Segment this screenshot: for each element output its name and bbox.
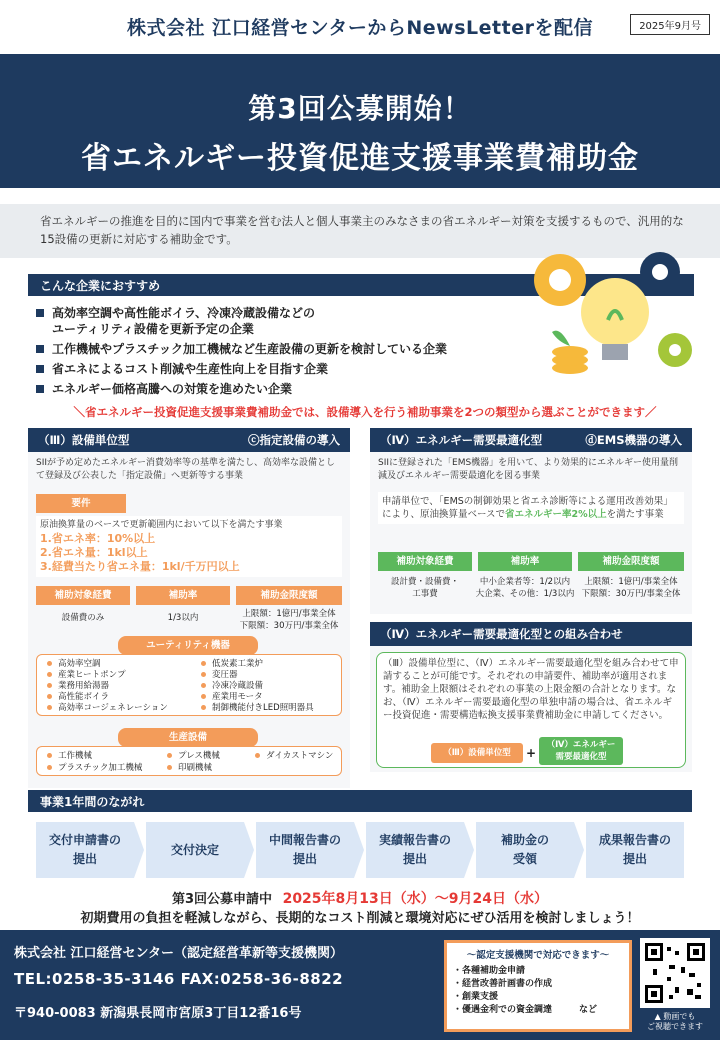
- rate-header: 補助率: [136, 586, 230, 605]
- rate-value: 大企業、その他：1/3以内: [475, 589, 575, 599]
- flow-step: 補助金の 受領: [476, 822, 574, 878]
- recommend-list: [34, 305, 534, 397]
- support-note-title: ～認定支援機関で対応できます～: [466, 950, 610, 961]
- type3-chip: （Ⅲ）設備単位型: [431, 743, 523, 763]
- type4-req-highlight: 省エネルギー率2%以上: [505, 509, 607, 520]
- coins-icon: [552, 346, 588, 374]
- cost-value: 設計費・設備費・: [390, 577, 459, 587]
- flow-step: 実績報告書の 提出: [366, 822, 464, 878]
- requirement-item: 1.省エネ率：10%以上: [40, 532, 156, 545]
- type4-title: （Ⅳ）エネルギー需要最適化型: [380, 433, 543, 447]
- utility-item: 制御機能付きLED照明器具: [201, 703, 314, 714]
- utility-item: 変圧器: [201, 670, 314, 681]
- hero-banner: [0, 54, 720, 188]
- qr-code[interactable]: [640, 938, 710, 1008]
- combination-panel: [370, 622, 692, 772]
- type3-tag: ⓒ指定設備の導入: [248, 433, 340, 447]
- limit-header: 補助金限度額: [236, 586, 342, 605]
- type3-header: [28, 428, 350, 452]
- utility-item: 業務用給湯器: [47, 681, 168, 692]
- type4-chip: （Ⅳ）エネルギー 需要最適化型: [539, 737, 623, 765]
- support-note: [444, 940, 632, 1032]
- arrow-right-icon: [464, 822, 474, 878]
- flow-title-bar: [28, 790, 692, 812]
- flow-step: 交付申請書の 提出: [36, 822, 134, 878]
- arrow-right-icon: [244, 822, 254, 878]
- utility-item: 高効率空調: [47, 659, 168, 670]
- utility-item: 産業用モータ: [201, 692, 314, 703]
- rate-value: 1/3以内: [167, 613, 199, 623]
- qr-caption: ▲ 動画でも ご視聴できます: [647, 1012, 703, 1031]
- requirement-item: 3.経費当たり省エネ量：1kl/千万円以上: [40, 560, 240, 573]
- cost-header: 補助対象経費: [378, 552, 472, 571]
- footer-company: 株式会社 江口経営センター（認定経営革新等支援機関）: [14, 946, 344, 961]
- hero-line1: 第3回公募開始！: [248, 92, 472, 125]
- arrow-right-icon: [574, 822, 584, 878]
- utility-item: 産業ヒートポンプ: [47, 670, 168, 681]
- limit-value-upper: 上限額：1億円/事業全体: [584, 577, 678, 587]
- gear-icon: [640, 252, 680, 292]
- recommend-item: 省エネによるコスト削減や生産性向上を目指す企業: [34, 361, 534, 377]
- utility-item: 高性能ボイラ: [47, 692, 168, 703]
- combination-text: （Ⅲ）設備単位型に、（Ⅳ）エネルギー需要最適化型を組み合わせて申請することが可能です。それぞれの申請要件、補助率が適用されます。補助金上限額はそれぞれの事業の上限金額の合計となります。なお、（Ⅳ）エネルギー需要最適化型の単独申請の場合は、省エネルギー投資促進・需要構造転換支援事業費補助金に申請してください。: [383, 658, 679, 721]
- type3-desc: SIIが予め定めたエネルギー消費効率等の基準を満たし、高効率な設備として登録及び公表した「指定設備」へ更新等する事業: [36, 458, 336, 481]
- type4-header: [370, 428, 692, 452]
- cost-value: 工事費: [412, 589, 438, 599]
- lightbulb-icon: [581, 278, 649, 360]
- plus-sign: +: [525, 746, 537, 760]
- flow-title: 事業1年間のながれ: [40, 794, 145, 809]
- recommend-item: 高効率空調や高性能ボイラ、冷凍冷蔵設備などの: [34, 305, 534, 321]
- rate-value: 中小企業者等：1/2以内: [479, 577, 571, 587]
- production-list: [36, 746, 342, 776]
- support-note-list: ・各種補助金申請 ・経営改善計画書の作成 ・創業支援 ・優遇金利での資金調達 など: [453, 966, 598, 1015]
- cost-header: 補助対象経費: [36, 586, 130, 605]
- recommend-item: エネルギー価格高騰への対策を進めたい企業: [34, 381, 534, 397]
- combination-title: （Ⅳ）エネルギー需要最適化型との組み合わせ: [380, 627, 623, 641]
- requirements-label: 要件: [36, 494, 126, 513]
- flow-step: 交付決定: [146, 822, 244, 878]
- gear-icon: [534, 254, 586, 306]
- recommend-title: こんな企業におすすめ: [40, 278, 161, 293]
- qr-code-icon: [645, 943, 705, 1003]
- requirements-lead: 原油換算量のベースで更新範囲内において以下を満たす事業: [40, 520, 283, 530]
- footer-phone[interactable]: TEL:0258-35-3146 FAX:0258-36-8822: [14, 970, 344, 988]
- utility-list: [36, 654, 342, 716]
- period-dates: 2025年8月13日（水）～9月24日（水）: [282, 891, 548, 907]
- production-item: プレス機械: [167, 751, 220, 762]
- production-title: 生産設備: [118, 728, 258, 747]
- lightbulb-gears-illustration: [520, 240, 700, 390]
- type4-req-box: 申請単位で、「EMSの制御効果と省エネ診断等による運用改善効果」により、原油換算量ベースで省エネルギー率2%以上を満たす事業: [378, 492, 684, 524]
- newsletter-header: [0, 0, 720, 52]
- recommend-item: 工作機械やプラスチック加工機械など生産設備の更新を検討している企業: [34, 341, 534, 357]
- type3-panel: [28, 428, 350, 788]
- recommend-item-cont: ユーティリティ設備を更新予定の企業: [52, 322, 254, 336]
- utility-title: ユーティリティ機器: [118, 636, 258, 655]
- issue-date: 2025年9月号: [630, 14, 710, 35]
- type4-desc: SIIに登録された「EMS機器」を用いて、より効果的にエネルギー使用量削減及びエネルギー需要最適化を図る事業: [378, 458, 679, 481]
- requirements-box: [36, 516, 342, 577]
- arrow-right-icon: [354, 822, 364, 878]
- production-item: 印刷機械: [167, 763, 212, 774]
- requirement-item: 2.省エネ量：1kl以上: [40, 546, 148, 559]
- limit-value-upper: 上限額：1億円/事業全体: [242, 609, 336, 619]
- limit-value-lower: 下限額：30万円/事業全体: [581, 589, 681, 599]
- type4-tag: ⓓEMS機器の導入: [585, 433, 682, 447]
- utility-item: 高効率コージェネレーション: [47, 703, 168, 714]
- plant-icon: [552, 331, 570, 346]
- utility-item: 冷凍冷蔵設備: [201, 681, 314, 692]
- period-lead: 第3回公募申請中: [172, 892, 273, 907]
- header-title: 株式会社 江口経営センターからNewsLetterを配信: [127, 16, 593, 39]
- type4-panel: [370, 428, 692, 614]
- cost-value: 設備費のみ: [61, 613, 105, 623]
- gear-icon: [658, 333, 692, 367]
- production-item: ダイカストマシン: [255, 751, 333, 762]
- limit-header: 補助金限度額: [578, 552, 684, 571]
- flow-step: 中間報告書の 提出: [256, 822, 354, 878]
- application-period: [0, 888, 720, 908]
- production-item: プラスチック加工機械: [47, 763, 142, 774]
- limit-value-lower: 下限額：30万円/事業全体: [239, 621, 339, 631]
- intro-text: 省エネルギーの推進を目的に国内で事業を営む法人と個人事業主のみなさまの省エネルギー対策を支援するもので、汎用的な15設備の更新に対応する補助金です。: [0, 204, 720, 258]
- footer-address: 〒940-0083 新潟県長岡市宮原3丁目12番16号: [14, 1006, 302, 1021]
- rate-header: 補助率: [478, 552, 572, 571]
- arrow-right-icon: [134, 822, 144, 878]
- closing-message: 初期費用の負担を軽減しながら、長期的なコスト削減と環境対応にぜひ活用を検討しましょう！: [80, 911, 640, 926]
- flow-steps: [36, 822, 690, 878]
- footer: [0, 930, 720, 1040]
- types-notice: ＼省エネルギー投資促進支援事業費補助金では、設備導入を行う補助事業を2つの類型から選ぶことができます／: [73, 405, 657, 419]
- flow-step: 成果報告書の 提出: [586, 822, 684, 878]
- hero-line2: 省エネルギー投資促進支援事業費補助金: [81, 141, 639, 176]
- utility-item: 低炭素工業炉: [201, 659, 314, 670]
- type3-title: （Ⅲ）設備単位型: [38, 433, 130, 447]
- combination-header: [370, 622, 692, 646]
- production-item: 工作機械: [47, 751, 92, 762]
- combination-box: [376, 652, 686, 768]
